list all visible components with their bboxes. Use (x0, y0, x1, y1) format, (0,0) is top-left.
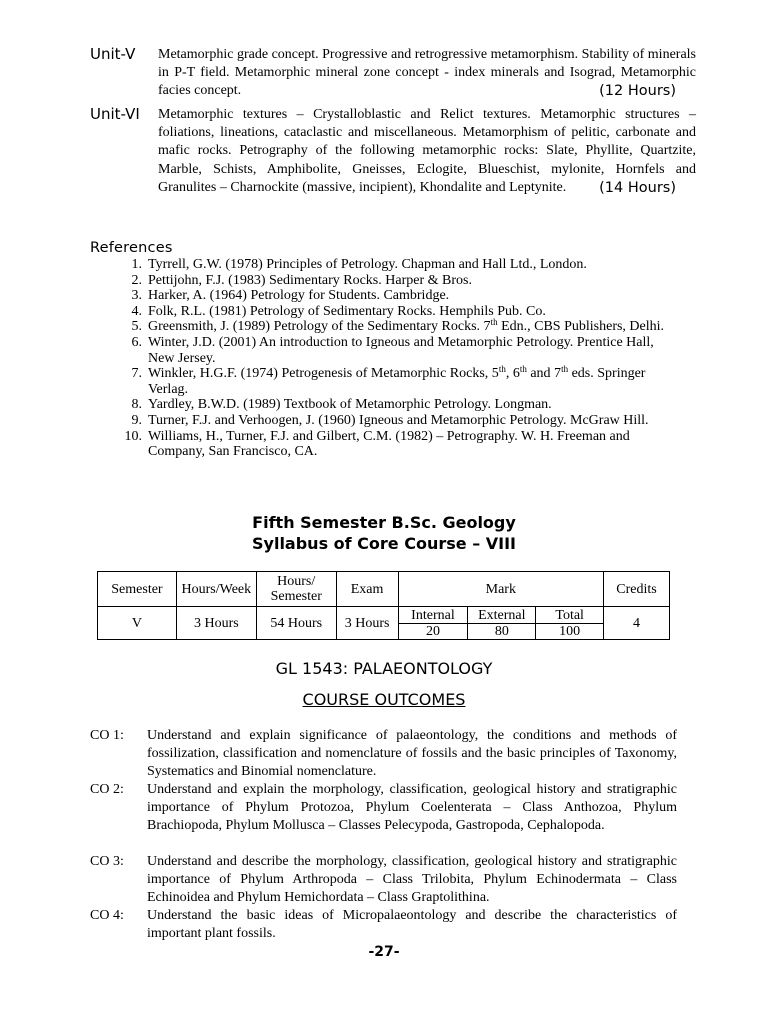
reference-number: 10. (124, 428, 142, 444)
cell-hours-semester: 54 Hours (256, 607, 336, 640)
reference-text: Greensmith, J. (1989) Petrology of the Sedimentary Rocks. 7 (148, 319, 491, 335)
reference-text: Turner, F.J. and Verhoogen, J. (1960) Igneous and Metamorphic Petrology. McGraw Hill. (148, 412, 649, 428)
reference-text: and 7 (526, 366, 562, 382)
unit-description (158, 46, 696, 101)
cell-credits: 4 (604, 607, 670, 640)
course-outcome-item (90, 727, 677, 782)
references-title: References (90, 240, 173, 256)
superscript: th (561, 364, 569, 375)
reference-item (122, 413, 682, 429)
reference-item (122, 273, 682, 289)
reference-number: 8. (131, 397, 142, 413)
header-exam: Exam (336, 572, 398, 607)
reference-text: eds. Springer Verlag. (148, 366, 646, 397)
unit-label: Unit-V (90, 45, 136, 63)
superscript: th (490, 317, 498, 328)
reference-text: Pettijohn, F.J. (1983) Sedimentary Rocks. Harper & Bros. (148, 272, 472, 288)
unit-hours: (14 Hours) (599, 179, 676, 196)
reference-item (122, 335, 682, 366)
unit-vi-section (90, 106, 696, 197)
outcome-text: Understand and explain the morphology, classification, geological history and stratigraphic importance of Phylum Protozoa, Phylum Coelenterata – Class Anthozoa, Phylum Brachiopoda, Phylum Mollusca – Classes Pelecypoda, Gastropoda, Cephalopoda. (147, 782, 677, 834)
outcome-label: CO 1: (90, 728, 124, 743)
reference-number: 4. (131, 303, 142, 319)
superscript: th (519, 364, 527, 375)
reference-item (122, 257, 682, 273)
cell-hours-week: 3 Hours (176, 607, 256, 640)
reference-text: Winkler, H.G.F. (1974) Petrogenesis of Metamorphic Rocks, 5 (148, 366, 499, 382)
header-mark: Mark (398, 572, 604, 607)
course-outcome-item (90, 781, 677, 836)
course-details-table (97, 571, 670, 640)
unit-label: Unit-VI (90, 105, 140, 123)
cell-exam: 3 Hours (336, 607, 398, 640)
references-list (122, 257, 682, 460)
reference-text: Williams, H., Turner, F.J. and Gilbert, C.M. (1982) – Petrography. W. H. Freeman and Company, San Francisco, CA. (148, 428, 630, 460)
reference-item (122, 366, 682, 397)
reference-number: 9. (131, 412, 142, 428)
course-outcomes-title (0, 690, 768, 709)
outcome-text: Understand the basic ideas of Micropalaeontology and describe the characteristics of important plant fossils. (147, 908, 677, 942)
header-hours-week: Hours/Week (176, 572, 256, 607)
header-credits: Credits (604, 572, 670, 607)
course-outcome-item (90, 853, 677, 908)
unit-text: Metamorphic grade concept. Progressive and retrogressive metamorphism. Stability of minerals in P-T field. Metamorphic mineral zone concept - index minerals and Isograd, Metamorphic facies concept. (158, 47, 696, 99)
reference-text: Yardley, B.W.D. (1989) Textbook of Metamorphic Petrology. Longman. (148, 397, 552, 413)
reference-text: Folk, R.L. (1981) Petrology of Sedimentary Rocks. Hemphils Pub. Co. (148, 303, 546, 319)
reference-number: 5. (131, 319, 142, 335)
header-internal: Internal (398, 607, 468, 624)
reference-text: Winter, J.D. (2001) An introduction to Igneous and Metamorphic Petrology. Prentice Hall, New Jersey. (148, 334, 654, 366)
semester-heading: Fifth Semester B.Sc. Geology (252, 513, 516, 532)
reference-number: 6. (131, 334, 142, 350)
cell-total: 100 (536, 624, 604, 640)
header-external: External (468, 607, 536, 624)
outcome-label: CO 4: (90, 908, 124, 923)
page-number: -27- (368, 944, 400, 960)
reference-number: 3. (131, 288, 142, 304)
reference-text: Harker, A. (1964) Petrology for Students. Cambridge. (148, 288, 450, 304)
reference-item (122, 397, 682, 413)
reference-item (122, 288, 682, 304)
cell-external: 80 (468, 624, 536, 640)
reference-number: 7. (131, 366, 142, 382)
header-hours-semester: Hours/ Semester (256, 572, 336, 607)
unit-text: Metamorphic textures – Crystalloblastic and Relict textures. Metamorphic structures – foliations, lineations, cataclastic and miscellaneous. Metamorphism of pelitic, carbonate and mafic rocks. Petrography of the following metamorphic rocks: Slate, Phyllite, Quartzite, Marble, Schists, Amphibolite, Gneisses, Eclogite, Blueschist, mylonite, Hornfels and Granulites – Charnockite (massive, incipient), Khondalite and Leptynite. (158, 107, 696, 195)
outcome-text: Understand and describe the morphology, classification, geological history and stratigraphic importance of Phylum Arthropoda – Class Trilobita, Phylum Echinodermata – Class Echinoidea and Phylum Hemichordata – Class Graptolithina. (147, 854, 677, 906)
unit-description (158, 106, 696, 197)
reference-number: 1. (131, 257, 142, 272)
reference-number: 2. (131, 272, 142, 288)
reference-item (122, 319, 682, 335)
course-title: GL 1543: PALAEONTOLOGY (275, 659, 493, 678)
cell-semester: V (98, 607, 177, 640)
header-semester: Semester (98, 572, 177, 607)
reference-item (122, 304, 682, 320)
header-total: Total (536, 607, 604, 624)
unit-v-section (90, 46, 696, 101)
superscript: th (498, 364, 506, 375)
outcome-label: CO 2: (90, 782, 124, 797)
reference-item (122, 429, 682, 460)
reference-text: Tyrrell, G.W. (1978) Principles of Petrology. Chapman and Hall Ltd., London. (148, 257, 587, 272)
cell-internal: 20 (398, 624, 468, 640)
course-outcomes-text: COURSE OUTCOMES (302, 690, 466, 709)
course-outcome-item (90, 907, 677, 943)
reference-text: , 6 (505, 366, 520, 382)
reference-text: Edn., CBS Publishers, Delhi. (497, 319, 665, 335)
unit-hours: (12 Hours) (599, 83, 676, 100)
outcome-label: CO 3: (90, 854, 124, 869)
outcome-text: Understand and explain significance of palaeontology, the conditions and methods of fossilization, classification and nomenclature of fossils and the basic principles of Taxonomy, Systematics and Binomial nomenclature. (147, 728, 677, 780)
syllabus-heading: Syllabus of Core Course – VIII (252, 534, 516, 553)
